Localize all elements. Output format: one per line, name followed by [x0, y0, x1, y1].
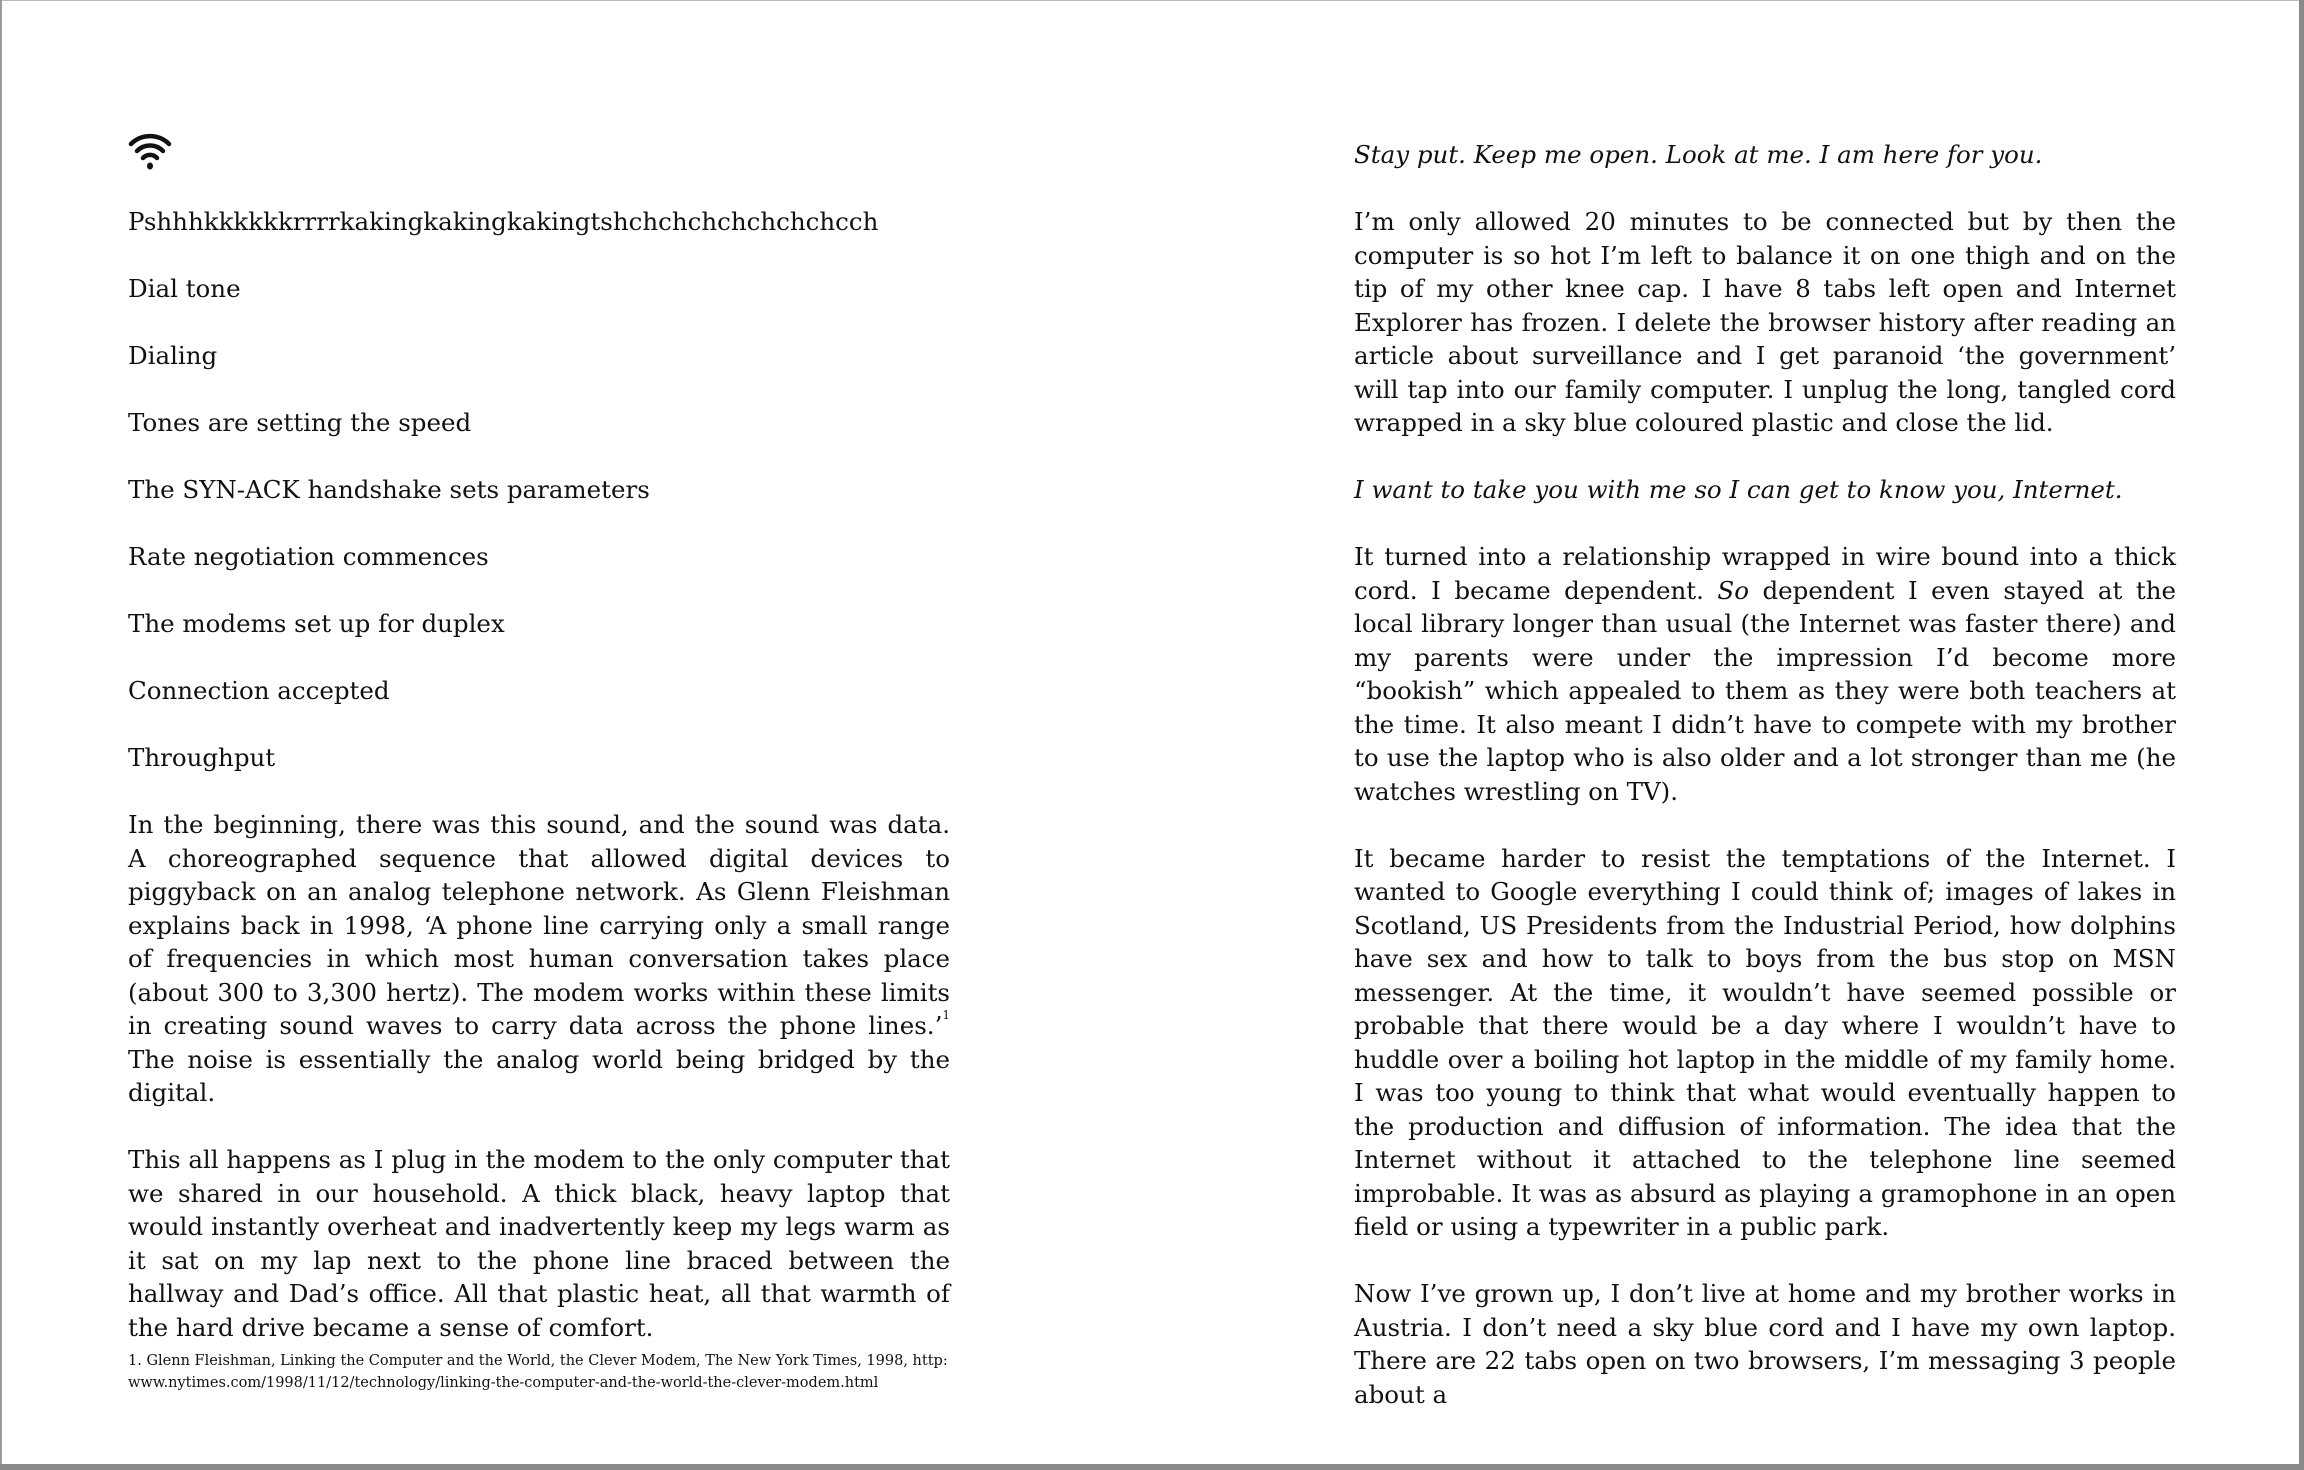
emphasis: So: [1717, 575, 1749, 605]
page-border-bottom: [0, 1464, 2304, 1470]
paragraph-text: The noise is essentially the analog world being bridged by the digital.: [128, 1044, 950, 1107]
page-border-right: [2299, 0, 2304, 1470]
sound-line: Dial tone: [128, 274, 241, 303]
paragraph-text: It turned into a relationship wrapped in wire bound into a thick cord. I became dependent.: [1354, 542, 2176, 605]
sound-line: Dialing: [128, 341, 218, 370]
paragraph: It became harder to resist the temptations of the Internet. I wanted to Google everything I could think of; images of lakes in Scotland, US Presidents from the Industrial Period, how dolphins have sex and how to talk to boys from the bus stop on MSN messenger. At the time, it wouldn’t have seemed possible or probable that there would be a day where I wouldn’t have to huddle over a boiling hot laptop in the middle of my family home. I was too young to think that what would eventually happen to the production and diffusion of information. The idea that the Internet without it attached to the telephone line seemed improbable. It was as absurd as playing a gramophone in an open field or using a typewriter in a public park.: [1354, 843, 2176, 1241]
paragraph: [128, 808, 950, 1110]
footnote-ref: 1: [942, 1008, 950, 1022]
paragraph-text: dependent I even stayed at the local library longer than usual (the Internet was faster there) and my parents were under the impression I’d become more “bookish” which appealed to them as they were both teachers at the time. It also meant I didn’t have to compete with my brother to use the laptop who is also older and a lot stronger than me (he watches wrestling on TV).: [1354, 575, 2176, 806]
italic-text: Stay put. Keep me open. Look at me. I am here for you.: [1354, 140, 2043, 169]
italic-line: [1354, 473, 2176, 507]
sound-line: Throughput: [128, 743, 276, 772]
italic-line: [1354, 138, 2176, 172]
paragraph: I’m only allowed 20 minutes to be connected but by then the computer is so hot I’m left to balance it on one thigh and on the tip of my other knee cap. I have 8 tabs left open and Internet Explorer has frozen. I delete the browser history after reading an article about surveillance and I get paranoid ‘the government’ will tap into our family computer. I unplug the long, tangled cord wrapped in a sky blue coloured plastic and close the lid.: [1354, 207, 2176, 437]
page-border-left: [0, 0, 2, 1470]
footnote: 1. Glenn Fleishman, Linking the Computer and the World, the Clever Modem, The New York Times, 1998, http: www.nytimes.com/1998/11/12/technology/linking-the-computer-and-the-world-the-clever-modem.html: [128, 1353, 948, 1391]
left-page-column: [128, 205, 950, 1378]
paragraph: This all happens as I plug in the modem to the only computer that we shared in our household. A thick black, heavy laptop that would instantly overheat and inadvertently keep my legs warm as it sat on my lap next to the phone line braced between the hallway and Dad’s office. All that plastic heat, all that warmth of the hard drive became a sense of comfort.: [128, 1145, 950, 1342]
paragraph: [1354, 540, 2176, 808]
sound-line: Connection accepted: [128, 676, 390, 705]
page-border-top: [0, 0, 2304, 1]
sound-line: The modems set up for duplex: [128, 609, 505, 638]
right-page-column: [1354, 138, 2176, 1445]
sound-line: Tones are setting the speed: [128, 408, 472, 437]
paragraph: Now I’ve grown up, I don’t live at home and my brother works in Austria. I don’t need a sky blue cord and I have my own laptop. There are 22 tabs open on two browsers, I’m messaging 3 people about a: [1354, 1279, 2176, 1409]
sound-line: Pshhhkkkkkkrrrrkakingkakingkakingtshchchchchchchchcch: [128, 207, 879, 236]
sound-line: Rate negotiation commences: [128, 542, 489, 571]
sound-line: The SYN-ACK handshake sets parameters: [128, 475, 650, 504]
italic-text: I want to take you with me so I can get to know you, Internet.: [1354, 475, 2123, 504]
wifi-icon: [128, 128, 172, 172]
paragraph-text: In the beginning, there was this sound, and the sound was data. A choreographed sequence that allowed digital devices to piggyback on an analog telephone network. As Glenn Fleishman explains back in 1998, ‘A phone line carrying only a small range of frequencies in which most human conversation takes place (about 300 to 3,300 hertz). The modem works within these limits in creating sound waves to carry data across the phone lines.’: [128, 810, 950, 1040]
